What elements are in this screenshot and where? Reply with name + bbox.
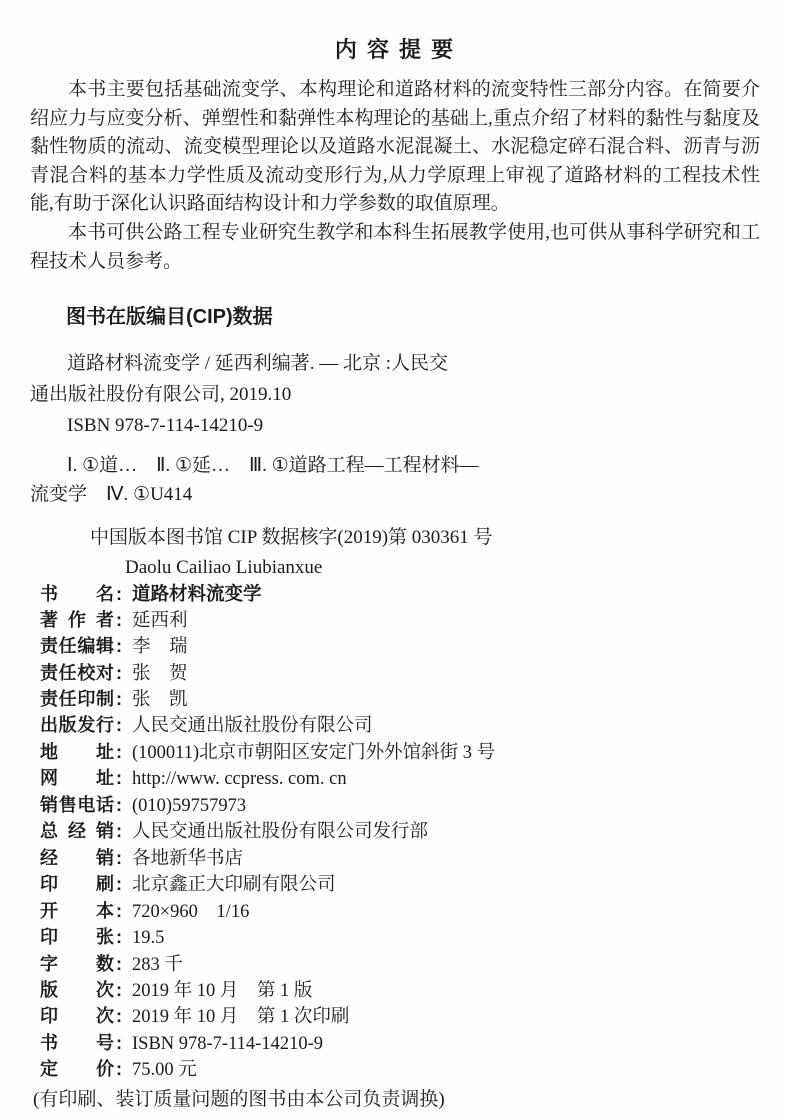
- row-label: 地址: [40, 741, 114, 762]
- row-colon: :: [116, 688, 122, 709]
- row-colon: :: [116, 609, 122, 630]
- row-label: 书号: [40, 1032, 114, 1053]
- cip-classification-line-1: Ⅰ. ①道… Ⅱ. ①延… Ⅲ. ①道路工程—工程材料—: [67, 455, 479, 477]
- row-colon: :: [116, 953, 122, 974]
- row-value: 2019 年 10 月 第 1 次印刷: [132, 1007, 350, 1028]
- row-value: 李 瑞: [132, 637, 188, 658]
- cip-classification-line-2: 流变学 Ⅳ. ①U414: [30, 483, 193, 505]
- row-label: 责任编辑: [40, 636, 114, 657]
- row-value: http://www. ccpress. com. cn: [132, 769, 347, 790]
- colophon-row: [40, 581, 760, 607]
- colophon-row: [40, 766, 760, 792]
- row-label: 定价: [40, 1059, 114, 1080]
- summary-section: [30, 76, 760, 276]
- row-value: 2019 年 10 月 第 1 版: [132, 980, 313, 1001]
- colophon-row: [40, 1004, 760, 1030]
- row-colon: :: [116, 900, 122, 921]
- row-label: 版次: [40, 979, 114, 1000]
- colophon-row: [40, 740, 760, 766]
- row-label: 责任校对: [40, 662, 114, 683]
- row-value: 道路材料流变学: [132, 583, 262, 605]
- colophon-row: [40, 608, 760, 634]
- colophon-row: [40, 634, 760, 660]
- colophon-row: [40, 687, 760, 713]
- cip-registry-number: 中国版本图书馆 CIP 数据核字(2019)第 030361 号: [90, 527, 493, 549]
- colophon-row: [40, 978, 760, 1004]
- row-colon: :: [116, 741, 122, 762]
- colophon-row: [40, 925, 760, 951]
- colophon-row: [40, 1057, 760, 1083]
- row-colon: :: [116, 1059, 122, 1080]
- colophon-row: [40, 819, 760, 845]
- row-label: 销售电话: [40, 794, 114, 815]
- colophon-row: [40, 872, 760, 898]
- row-label: 总经销: [40, 821, 114, 842]
- row-value: 人民交通出版社股份有限公司发行部: [132, 822, 429, 843]
- row-value: 延西利: [132, 610, 188, 631]
- summary-paragraph-1: 本书主要包括基础流变学、本构理论和道路材料的流变特性三部分内容。在简要介绍应力与应变分析、弹塑性和黏弹性本构理论的基础上,重点介绍了材料的黏性与黏度及黏性物质的流动、流变模型理论以及道路水泥混凝土、水泥稳定碎石混合料、沥青与沥青混合料的基本力学性质及流动变形行为,从力学原理上审视了道路材料的工程技术性能,有助于深化认识路面结构设计和力学参数的取值原理。: [30, 79, 760, 215]
- row-value: 各地新华书店: [132, 848, 244, 869]
- row-value: 张 凯: [132, 689, 188, 710]
- row-colon: :: [116, 979, 122, 1000]
- row-label: 印次: [40, 1006, 114, 1027]
- row-label: 网址: [40, 768, 114, 789]
- colophon-row: [40, 793, 760, 819]
- row-value: 北京鑫正大印刷有限公司: [132, 875, 336, 896]
- summary-paragraph-2: 本书可供公路工程专业研究生教学和本科生拓展教学使用,也可供从事科学研究和工程技术人员参考。: [30, 221, 760, 272]
- row-colon: :: [116, 927, 122, 948]
- row-value: 人民交通出版社股份有限公司: [132, 716, 373, 737]
- row-value: 张 贺: [132, 663, 188, 684]
- colophon-row: [40, 846, 760, 872]
- row-label: 字数: [40, 953, 114, 974]
- colophon-row: [40, 713, 760, 739]
- page-title: 内 容 提 要: [334, 37, 456, 62]
- row-value: ISBN 978-7-114-14210-9: [132, 1033, 323, 1054]
- row-value: 720×960 1/16: [132, 901, 250, 922]
- row-label: 开本: [40, 900, 114, 921]
- row-colon: :: [116, 584, 122, 605]
- colophon-row: [40, 1031, 760, 1057]
- cip-entry-line-1: 道路材料流变学 / 延西利编著. — 北京 :人民交: [67, 353, 449, 375]
- cip-entry: [30, 348, 760, 441]
- row-colon: :: [116, 821, 122, 842]
- row-colon: :: [116, 715, 122, 736]
- row-colon: :: [116, 1006, 122, 1027]
- colophon-rows: [30, 581, 760, 1084]
- row-colon: :: [116, 662, 122, 683]
- cip-heading: 图书在版编目(CIP)数据: [66, 306, 273, 329]
- row-colon: :: [116, 794, 122, 815]
- row-value: 283 千: [132, 954, 183, 975]
- row-label: 著作者: [40, 609, 114, 630]
- row-colon: :: [116, 874, 122, 895]
- row-colon: :: [116, 1032, 122, 1053]
- row-label: 印张: [40, 927, 114, 948]
- exchange-note: (有印刷、装订质量问题的图书由本公司负责调换): [33, 1088, 445, 1110]
- cip-classification: [30, 452, 760, 509]
- row-value: (100011)北京市朝阳区安定门外外馆斜街 3 号: [132, 742, 496, 763]
- row-colon: :: [116, 847, 122, 868]
- cip-entry-line-2: 通出版社股份有限公司, 2019.10: [30, 384, 292, 406]
- cip-entry-isbn: ISBN 978-7-114-14210-9: [67, 415, 264, 437]
- colophon-row: [40, 952, 760, 978]
- colophon-row: [40, 899, 760, 925]
- row-colon: :: [116, 768, 122, 789]
- row-value: 75.00 元: [132, 1060, 197, 1081]
- row-label: 出版发行: [40, 715, 114, 736]
- row-label: 经销: [40, 847, 114, 868]
- row-value: 19.5: [132, 928, 165, 949]
- pinyin-title: Daolu Cailiao Liubianxue: [125, 557, 323, 579]
- row-label: 责任印制: [40, 688, 114, 709]
- row-colon: :: [116, 636, 122, 657]
- colophon-row: [40, 661, 760, 687]
- row-label: 书名: [40, 584, 114, 605]
- row-value: (010)59757973: [132, 795, 247, 816]
- row-label: 印刷: [40, 874, 114, 895]
